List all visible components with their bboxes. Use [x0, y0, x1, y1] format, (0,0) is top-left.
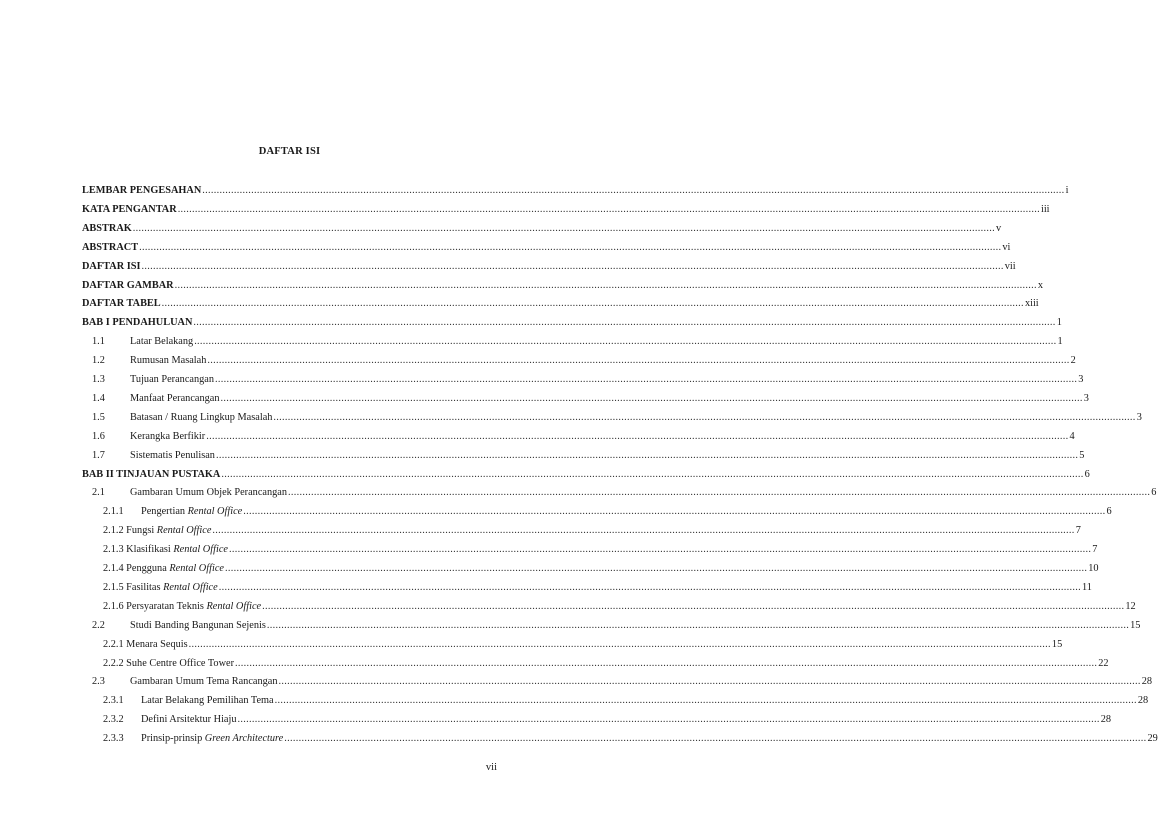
- dot-leader: ............................................................................................................................................................................................................................................................................................................: [193, 317, 1056, 329]
- toc-entry-page: 6: [1084, 468, 1090, 480]
- toc-entry-label: ABSTRAK: [82, 222, 132, 234]
- dot-leader: ............................................................................................................................................................................................................................................................................................................: [243, 506, 1106, 518]
- dot-leader: ............................................................................................................................................................................................................................................................................................................: [237, 714, 1100, 726]
- toc-entry-label: DAFTAR TABEL: [82, 298, 161, 310]
- toc-entry-label: Studi Banding Bangunan Sejenis: [130, 619, 266, 631]
- toc-entry-page: 3: [1078, 374, 1084, 385]
- toc-entry: [92, 480, 1157, 499]
- toc-entry: [82, 254, 1016, 273]
- dot-leader: ............................................................................................................................................................................................................................................................................................................: [287, 487, 1151, 499]
- dot-leader: ............................................................................................................................................................................................................................................................................................................: [228, 544, 1092, 556]
- toc-entry-number: 1.1: [92, 336, 105, 348]
- toc-entry-page: 6: [1151, 487, 1157, 499]
- toc-entry: [103, 556, 1099, 575]
- toc-entry-label: 2.2.1 Menara Sequis: [103, 638, 188, 650]
- toc-entry-label: ABSTRACT: [82, 241, 139, 253]
- toc-entry-page: 2: [1070, 355, 1076, 367]
- toc-entry-label: Defini Arsitektur Hiaju: [141, 714, 237, 726]
- toc-entry-number: 1.4: [92, 392, 105, 404]
- dot-leader: ............................................................................................................................................................................................................................................................................................................: [177, 203, 1040, 215]
- toc-entry-page: 15: [1130, 619, 1141, 631]
- toc-entry-label: Rumusan Masalah: [130, 355, 207, 367]
- dot-leader: ............................................................................................................................................................................................................................................................................................................: [235, 657, 1098, 669]
- toc-entry: [103, 594, 1136, 613]
- toc-entry-label: Pengertian Rental Office: [141, 506, 243, 518]
- toc-entry-label: Latar Belakang: [130, 336, 194, 348]
- toc-entry: [103, 651, 1109, 670]
- toc-entry: [92, 348, 1076, 367]
- toc-entry-label: Sistematis Penulisan: [130, 449, 215, 461]
- toc-entry: [92, 443, 1085, 462]
- toc-entry-page: 15: [1051, 638, 1063, 650]
- dot-leader: ............................................................................................................................................................................................................................................................................................................: [194, 336, 1057, 348]
- toc-entry-number: 2.3.2: [103, 714, 124, 726]
- toc-entry-italic-term: Rental Office: [156, 525, 212, 537]
- toc-entry-label: KATA PENGANTAR: [82, 203, 177, 215]
- toc-entry-page: iii: [1040, 203, 1050, 215]
- toc-entry-page: 1: [1057, 336, 1063, 348]
- toc-entry-label: DAFTAR ISI: [82, 260, 141, 272]
- dot-leader: ............................................................................................................................................................................................................................................................................................................: [214, 374, 1078, 385]
- toc-entry-page: 5: [1079, 449, 1085, 461]
- dot-leader: ............................................................................................................................................................................................................................................................................................................: [215, 449, 1079, 461]
- dot-leader: ............................................................................................................................................................................................................................................................................................................: [139, 241, 1002, 253]
- dot-leader: ............................................................................................................................................................................................................................................................................................................: [274, 695, 1137, 707]
- toc-entry-page: 7: [1075, 525, 1081, 537]
- toc-entry-page: 1: [1056, 317, 1062, 329]
- toc-entry: [103, 726, 1158, 745]
- toc-entry: [82, 462, 1090, 481]
- toc-entry-label: Manfaat Perancangan: [130, 392, 220, 404]
- toc-entry: [103, 518, 1081, 537]
- toc-entry-number: 2.3: [92, 676, 105, 688]
- toc-entry-label: DAFTAR GAMBAR: [82, 279, 174, 291]
- toc-entry-italic-term: Rental Office: [187, 506, 243, 518]
- toc-entry-number: 1.7: [92, 449, 105, 461]
- toc-entry-number: 1.3: [92, 374, 105, 385]
- toc-entry-label: 2.1.4 Pengguna Rental Office: [103, 563, 224, 574]
- dot-leader: ............................................................................................................................................................................................................................................................................................................: [212, 525, 1075, 537]
- dot-leader: ............................................................................................................................................................................................................................................................................................................: [262, 600, 1125, 612]
- toc-entry-number: 1.2: [92, 355, 105, 367]
- toc-entry: [82, 178, 1069, 197]
- toc-entry-page: 22: [1098, 657, 1109, 669]
- toc-entry-label: 2.1.2 Fungsi Rental Office: [103, 525, 212, 537]
- toc-entry-number: 2.1.1: [103, 506, 124, 518]
- toc-entry: [103, 537, 1098, 556]
- toc-entry-label: BAB II TINJAUAN PUSTAKA: [82, 468, 221, 480]
- toc-entry-page: 28: [1100, 714, 1112, 726]
- toc-entry-page: 3: [1083, 392, 1089, 404]
- toc-entry-italic-term: Rental Office: [206, 600, 262, 612]
- toc-entry: [92, 424, 1075, 443]
- toc-entry-label: Prinsip-prinsip Green Architecture: [141, 733, 284, 745]
- toc-entry-label: LEMBAR PENGESAHAN: [82, 185, 202, 196]
- dot-leader: ............................................................................................................................................................................................................................................................................................................: [278, 676, 1141, 688]
- toc-entry-page: 12: [1125, 600, 1136, 612]
- toc-entry: [92, 669, 1153, 688]
- toc-entry: [82, 197, 1050, 216]
- toc-entry-number: 1.6: [92, 430, 105, 442]
- toc-entry: [92, 405, 1142, 424]
- toc-entry-label: Tujuan Perancangan: [130, 374, 214, 385]
- toc-entry: [103, 688, 1149, 707]
- toc-entry-label: BAB I PENDAHULUAN: [82, 317, 193, 329]
- toc-entry-page: 4: [1069, 430, 1075, 442]
- toc-entry-label: 2.2.2 Suhe Centre Office Tower: [103, 657, 235, 669]
- toc-entry-italic-term: Green Architecture: [204, 733, 284, 745]
- dot-leader: ............................................................................................................................................................................................................................................................................................................: [224, 563, 1088, 574]
- toc-entry-page: v: [996, 222, 1002, 234]
- toc-entry-label: Kerangka Berfikir: [130, 430, 206, 442]
- toc-entry: [103, 575, 1092, 594]
- toc-entry-page: vii: [1004, 260, 1016, 272]
- toc-entry: [92, 613, 1141, 632]
- toc-entry: [92, 329, 1063, 348]
- toc-entry-label: 2.1.3 Klasifikasi Rental Office: [103, 544, 228, 556]
- toc-entry-page: 29: [1147, 733, 1158, 745]
- toc-entry: [82, 273, 1044, 292]
- dot-leader: ............................................................................................................................................................................................................................................................................................................: [161, 298, 1024, 310]
- toc-entry-number: 2.1: [92, 487, 105, 499]
- toc-entry: [82, 291, 1039, 310]
- dot-leader: ............................................................................................................................................................................................................................................................................................................: [202, 185, 1065, 196]
- toc-entry: [82, 216, 1002, 235]
- toc-entry-label: Latar Belakang Pemilihan Tema: [141, 695, 274, 707]
- toc-entry-number: 2.2: [92, 619, 105, 631]
- toc-entry-number: 1.5: [92, 411, 105, 423]
- dot-leader: ............................................................................................................................................................................................................................................................................................................: [174, 279, 1037, 291]
- toc-entry-label: 2.1.5 Fasilitas Rental Office: [103, 581, 218, 593]
- dot-leader: ............................................................................................................................................................................................................................................................................................................: [188, 638, 1051, 650]
- toc-entry-page: 3: [1136, 411, 1142, 423]
- dot-leader: ............................................................................................................................................................................................................................................................................................................: [132, 222, 996, 234]
- toc-entry: [103, 632, 1063, 651]
- dot-leader: ............................................................................................................................................................................................................................................................................................................: [273, 411, 1136, 423]
- dot-leader: ............................................................................................................................................................................................................................................................................................................: [141, 260, 1004, 272]
- dot-leader: ............................................................................................................................................................................................................................................................................................................: [206, 430, 1069, 442]
- toc-entry-italic-term: Rental Office: [163, 581, 218, 593]
- toc-entry: [82, 235, 1011, 254]
- dot-leader: ............................................................................................................................................................................................................................................................................................................: [220, 392, 1083, 404]
- page-number: vii: [485, 762, 497, 773]
- toc-entry-page: 7: [1092, 544, 1098, 556]
- toc-entry-label: Gambaran Umum Objek Perancangan: [130, 487, 287, 499]
- toc-entry-page: 28: [1141, 676, 1153, 688]
- toc-entry-page: 28: [1137, 695, 1149, 707]
- toc-entry-page: 6: [1106, 506, 1112, 518]
- toc-entry-italic-term: Rental Office: [173, 544, 228, 556]
- toc-entry-page: i: [1065, 185, 1069, 196]
- toc-entry-italic-term: Rental Office: [169, 563, 224, 574]
- page-title: DAFTAR ISI: [258, 146, 321, 157]
- toc-entry-label: Gambaran Umum Tema Rancangan: [130, 676, 278, 688]
- toc-entry-label: 2.1.6 Persyaratan Teknis Rental Office: [103, 600, 262, 612]
- dot-leader: ............................................................................................................................................................................................................................................................................................................: [266, 619, 1130, 631]
- toc-entry-page: xiii: [1024, 298, 1039, 310]
- dot-leader: ............................................................................................................................................................................................................................................................................................................: [221, 468, 1084, 480]
- toc-entry-page: x: [1037, 279, 1044, 291]
- toc-entry-number: 2.3.3: [103, 733, 124, 745]
- toc-entry: [92, 386, 1089, 405]
- toc-entry-page: 11: [1081, 581, 1092, 593]
- dot-leader: ............................................................................................................................................................................................................................................................................................................: [207, 355, 1070, 367]
- toc-entry-page: vi: [1002, 241, 1011, 253]
- toc-entry: [92, 367, 1084, 386]
- dot-leader: ............................................................................................................................................................................................................................................................................................................: [218, 581, 1081, 593]
- toc-entry: [103, 499, 1112, 518]
- toc-entry: [82, 310, 1062, 329]
- toc-entry-page: 10: [1088, 563, 1099, 574]
- toc-entry-number: 2.3.1: [103, 695, 124, 707]
- toc-entry: [103, 707, 1112, 726]
- dot-leader: ............................................................................................................................................................................................................................................................................................................: [284, 733, 1147, 745]
- toc-entry-label: Batasan / Ruang Lingkup Masalah: [130, 411, 273, 423]
